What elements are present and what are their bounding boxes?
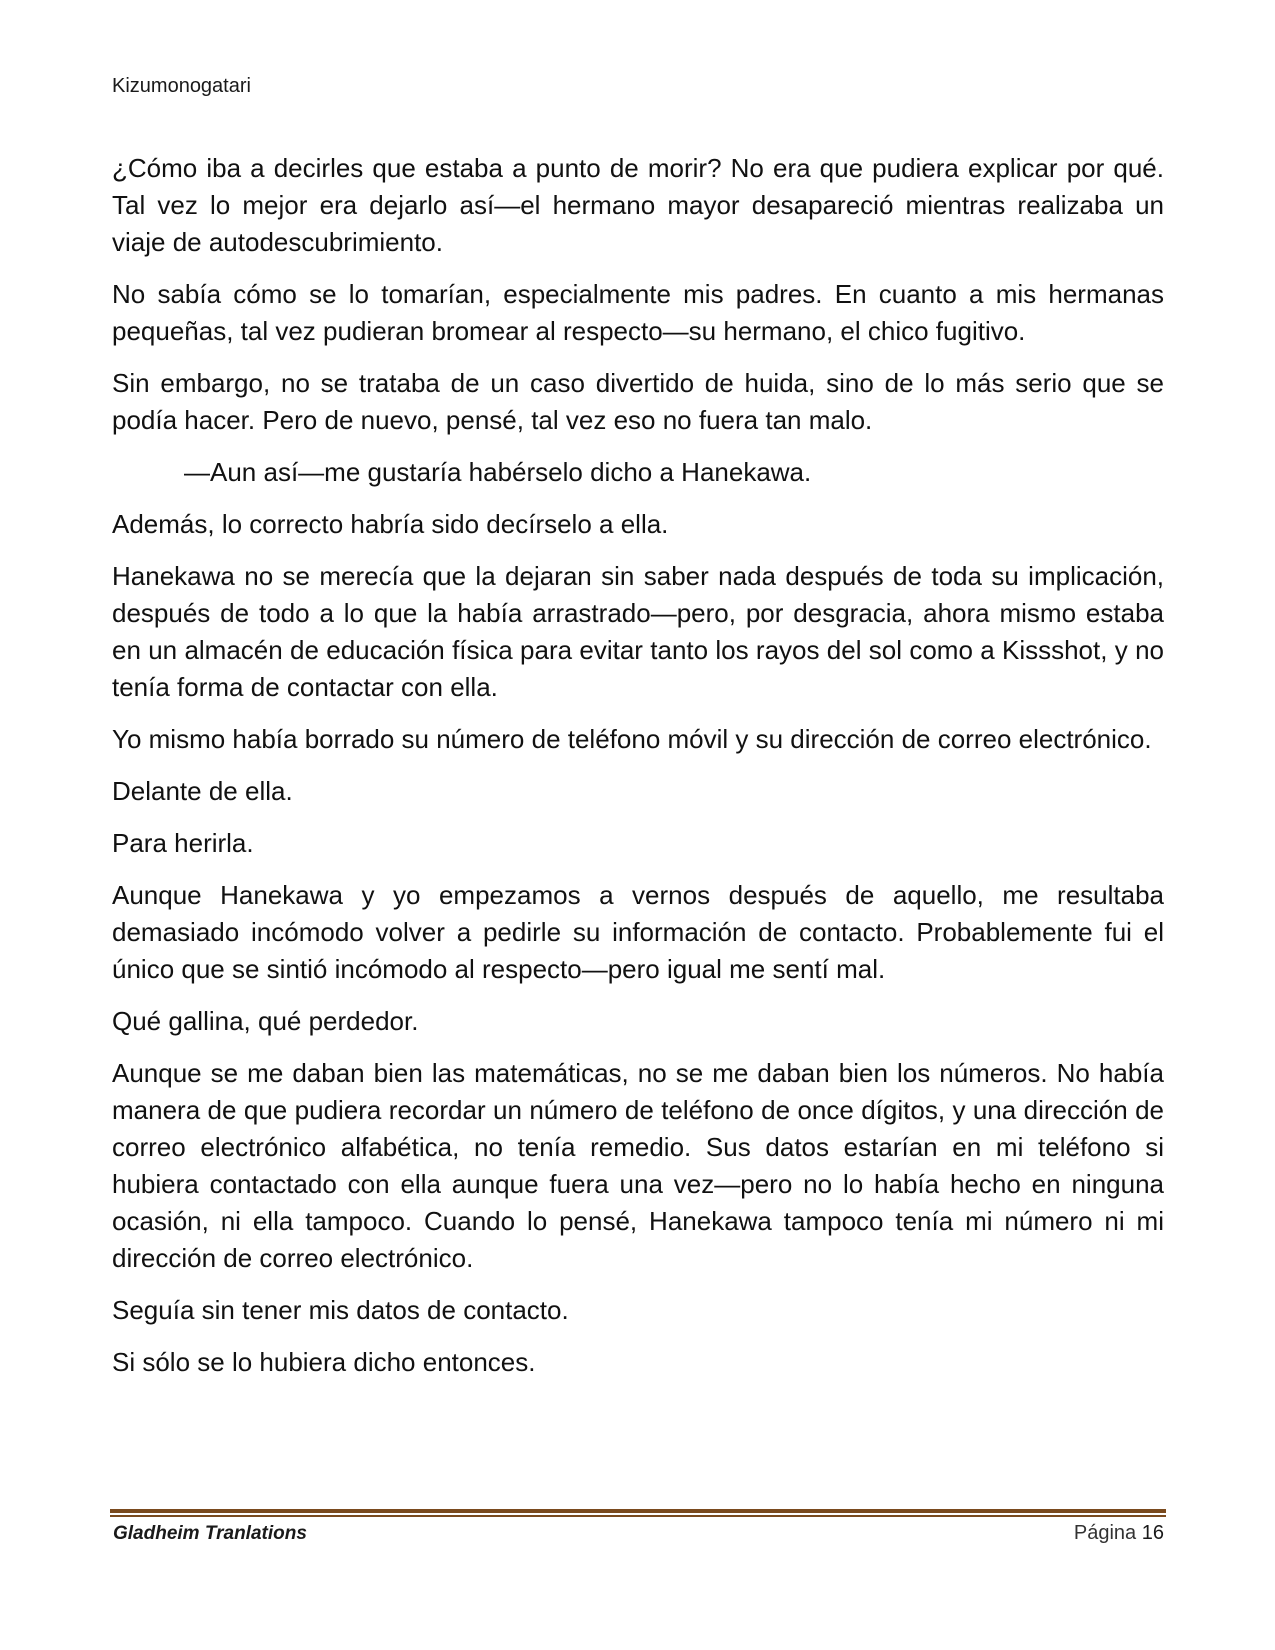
indented-paragraph: —Aun así—me gustaría habérselo dicho a Hanekawa. — [184, 457, 812, 487]
paragraph: Sin embargo, no se trataba de un caso divertido de huida, sino de lo más serio que se podía hacer. Pero de nuevo, pensé, tal vez eso no fuera tan malo. — [112, 368, 1164, 435]
page-body — [112, 150, 1164, 1396]
footer-rule-thin — [110, 1515, 1166, 1517]
paragraph: Delante de ella. — [112, 776, 293, 806]
paragraph: Para herirla. — [112, 828, 254, 858]
paragraph: ¿Cómo iba a decirles que estaba a punto de morir? No era que pudiera explicar por qué. Tal vez lo mejor era dejarlo así—el hermano mayor desapareció mientras realizaba un viaje de autodescubrimiento. — [112, 153, 1164, 257]
paragraph: Si sólo se lo hubiera dicho entonces. — [112, 1347, 536, 1377]
paragraph: Yo mismo había borrado su número de teléfono móvil y su dirección de correo electrónico. — [112, 724, 1152, 754]
page-label: Página — [1073, 1522, 1137, 1544]
paragraph: Seguía sin tener mis datos de contacto. — [112, 1295, 569, 1325]
paragraph: Qué gallina, qué perdedor. — [112, 1006, 419, 1036]
paragraph: Aunque se me daban bien las matemáticas, no se me daban bien los números. No había manera de que pudiera recordar un número de teléfono de once dígitos, y una dirección de correo electrónico alfabética, no tenía remedio. Sus datos estarían en mi teléfono si hubiera contactado con ella aunque fuera una vez—pero no lo había hecho en ninguna ocasión, ni ella tampoco. Cuando lo pensé, Hanekawa tampoco tenía mi número ni mi dirección de correo electrónico. — [112, 1058, 1164, 1273]
paragraph: Aunque Hanekawa y yo empezamos a vernos después de aquello, me resultaba demasiado incómodo volver a pedirle su información de contacto. Probablemente fui el único que se sintió incómodo al respecto—pero igual me sentí mal. — [112, 880, 1164, 984]
page-number-block — [1074, 1521, 1164, 1545]
paragraph: Hanekawa no se merecía que la dejaran sin saber nada después de toda su implicación, después de todo a lo que la había arrastrado—pero, por desgracia, ahora mismo estaba en un almacén de educación física para evitar tanto los rayos del sol como a Kissshot, y no tenía forma de contactar con ella. — [112, 561, 1164, 702]
footer-publisher: Gladheim Tranlations — [113, 1523, 307, 1544]
paragraph: No sabía cómo se lo tomarían, especialmente mis padres. En cuanto a mis hermanas pequeñas, tal vez pudieran bromear al respecto—su hermano, el chico fugitivo. — [112, 279, 1164, 346]
footer-rule — [110, 1509, 1166, 1517]
page-number: 16 — [1141, 1522, 1164, 1544]
paragraph: Además, lo correcto habría sido decírselo a ella. — [112, 509, 669, 539]
running-header: Kizumonogatari — [112, 75, 251, 97]
